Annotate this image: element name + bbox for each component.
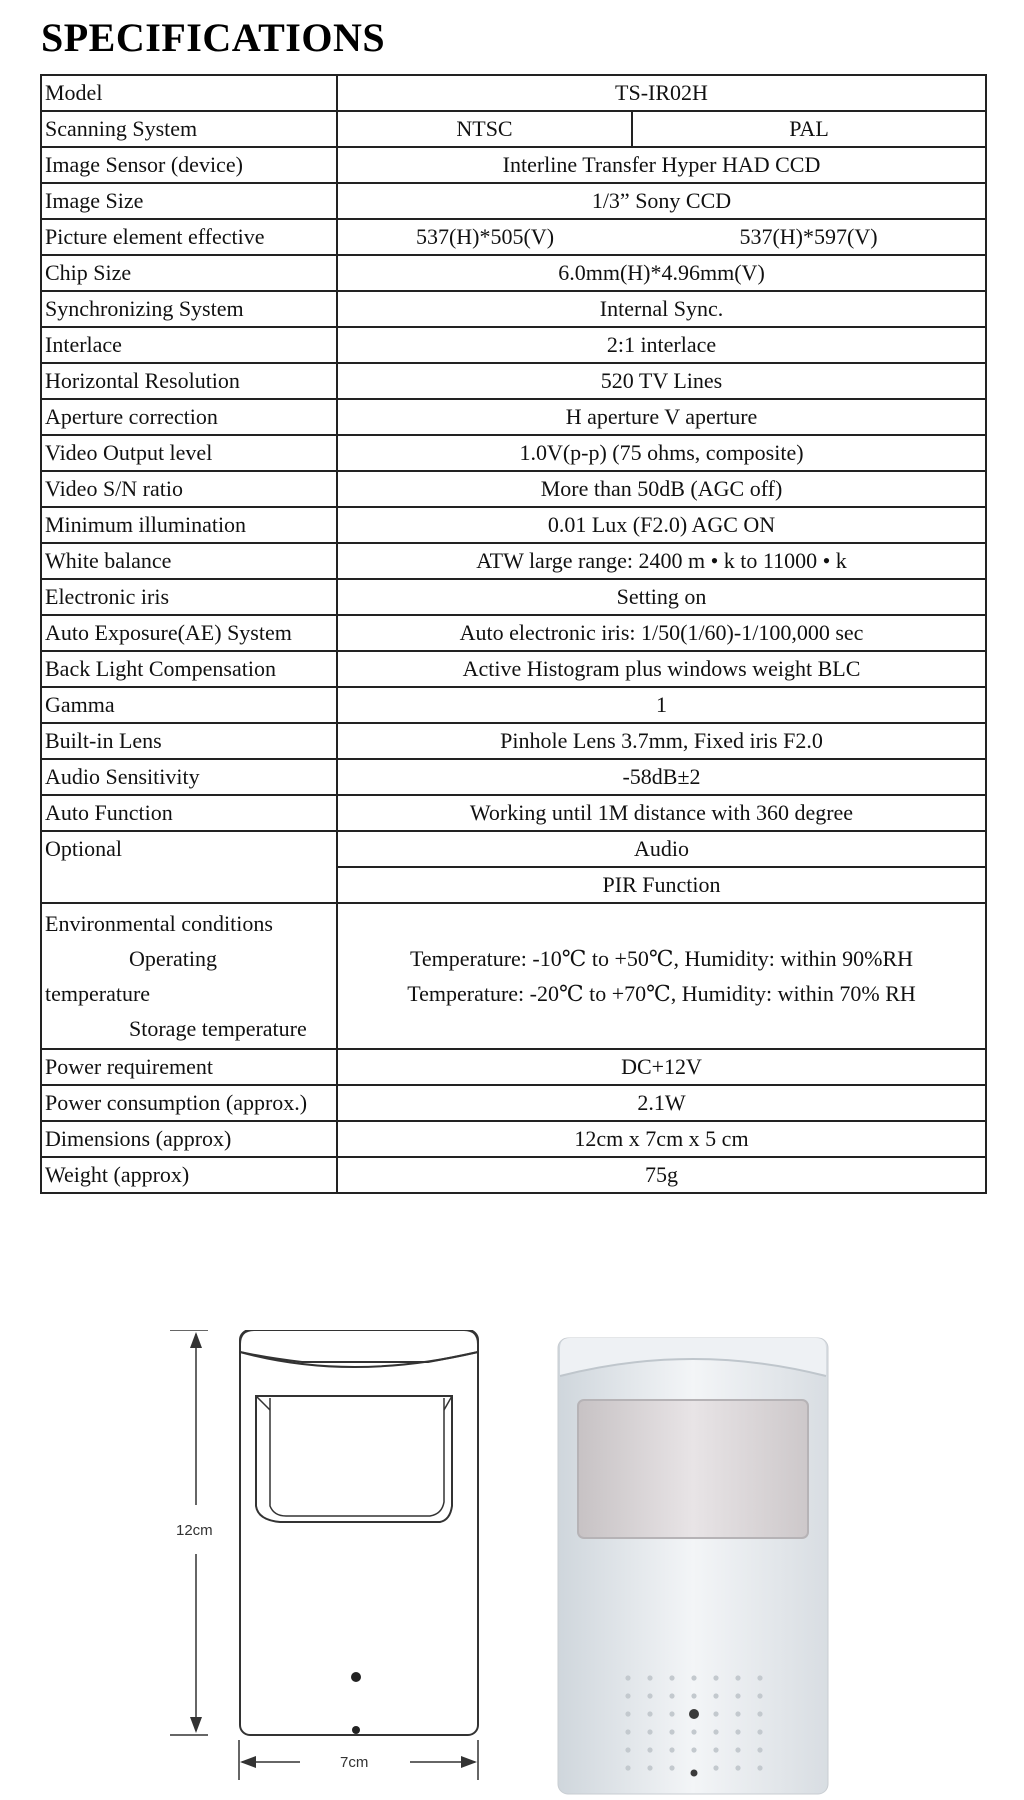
row-value: 6.0mm(H)*4.96mm(V): [337, 255, 986, 291]
row-label: White balance: [41, 543, 337, 579]
table-row: [41, 1121, 986, 1157]
row-label: Picture element effective: [41, 219, 337, 255]
arrow-left-icon: [240, 1756, 256, 1768]
row-value-ntsc: NTSC: [337, 111, 632, 147]
table-row: [41, 543, 986, 579]
row-value: -58dB±2: [337, 759, 986, 795]
row-label: Video Output level: [41, 435, 337, 471]
table-row: [41, 147, 986, 183]
table-row: [41, 1157, 986, 1193]
row-label: Auto Function: [41, 795, 337, 831]
arrow-down-icon: [190, 1717, 202, 1733]
table-row: [41, 435, 986, 471]
table-row: [41, 75, 986, 111]
table-row: [41, 579, 986, 615]
row-value: 520 TV Lines: [337, 363, 986, 399]
height-label: 12cm: [176, 1522, 213, 1539]
row-label: Dimensions (approx): [41, 1121, 337, 1157]
table-row: [41, 327, 986, 363]
row-value-pal: PAL: [632, 111, 986, 147]
lens-window-outline: [256, 1396, 452, 1522]
row-label: Interlace: [41, 327, 337, 363]
table-row: [41, 471, 986, 507]
arrow-right-icon: [461, 1756, 477, 1768]
row-label: Video S/N ratio: [41, 471, 337, 507]
product-photo: [556, 1336, 830, 1796]
dimension-drawing: [150, 1330, 510, 1800]
row-label: Minimum illumination: [41, 507, 337, 543]
row-label: Synchronizing System: [41, 291, 337, 327]
operating-label: Operating: [129, 946, 217, 971]
row-value: 1: [337, 687, 986, 723]
lens-window-inner: [270, 1398, 444, 1516]
table-row: [41, 363, 986, 399]
row-label: Gamma: [41, 687, 337, 723]
table-row: [41, 399, 986, 435]
row-value: Working until 1M distance with 360 degree: [337, 795, 986, 831]
pinhole-dot: [351, 1672, 361, 1682]
table-row: [41, 615, 986, 651]
row-label: Power consumption (approx.): [41, 1085, 337, 1121]
storage-label: Storage temperature: [129, 1016, 307, 1041]
row-value: 12cm x 7cm x 5 cm: [337, 1121, 986, 1157]
row-value: PIR Function: [337, 867, 986, 903]
table-row: [41, 507, 986, 543]
row-label: Weight (approx): [41, 1157, 337, 1193]
row-label: Audio Sensitivity: [41, 759, 337, 795]
row-value: 0.01 Lux (F2.0) AGC ON: [337, 507, 986, 543]
table-row: [41, 1049, 986, 1085]
row-label: Environmental conditions: [45, 911, 273, 936]
row-label: Auto Exposure(AE) System: [41, 615, 337, 651]
table-row: [41, 651, 986, 687]
row-value: 1/3” Sony CCD: [337, 183, 986, 219]
row-value-ntsc: 537(H)*505(V): [337, 219, 632, 255]
table-row: [41, 723, 986, 759]
row-value: H aperture V aperture: [337, 399, 986, 435]
pinhole-dot: [352, 1726, 360, 1734]
row-value: Setting on: [337, 579, 986, 615]
row-label: Chip Size: [41, 255, 337, 291]
row-value: Active Histogram plus windows weight BLC: [337, 651, 986, 687]
row-label: Image Sensor (device): [41, 147, 337, 183]
table-row: [41, 759, 986, 795]
row-label: Electronic iris: [41, 579, 337, 615]
table-row: [41, 183, 986, 219]
row-label: Optional: [41, 831, 337, 903]
width-label: 7cm: [340, 1754, 369, 1771]
table-row: [41, 795, 986, 831]
page-title: SPECIFICATIONS: [41, 15, 386, 60]
row-value-pal: 537(H)*597(V): [632, 219, 986, 255]
row-value: 1.0V(p-p) (75 ohms, composite): [337, 435, 986, 471]
row-value: Auto electronic iris: 1/50(1/60)-1/100,000 sec: [337, 615, 986, 651]
row-value: DC+12V: [337, 1049, 986, 1085]
table-row: [41, 291, 986, 327]
operating-value: Temperature: -10℃ to +50℃, Humidity: within 90%RH: [409, 946, 914, 971]
device-hood-line: [240, 1352, 478, 1367]
row-value: ATW large range: 2400 m • k to 11000 • k: [337, 543, 986, 579]
pir-lens-window: [578, 1400, 808, 1538]
row-label: Horizontal Resolution: [41, 363, 337, 399]
row-value: Audio: [337, 831, 986, 867]
row-value: TS-IR02H: [337, 75, 986, 111]
row-value: 75g: [337, 1157, 986, 1193]
row-value: Pinhole Lens 3.7mm, Fixed iris F2.0: [337, 723, 986, 759]
row-label: Image Size: [41, 183, 337, 219]
table-row: [41, 903, 986, 1049]
device-top-outline: [240, 1330, 478, 1362]
table-row: [41, 219, 986, 255]
row-value: 2.1W: [337, 1085, 986, 1121]
row-label: Aperture correction: [41, 399, 337, 435]
row-value: 2:1 interlace: [337, 327, 986, 363]
row-label: Scanning System: [41, 111, 337, 147]
row-value: More than 50dB (AGC off): [337, 471, 986, 507]
environment-label-cell: [41, 903, 337, 1049]
row-label: Model: [41, 75, 337, 111]
row-label: Back Light Compensation: [41, 651, 337, 687]
camera-pinhole: [689, 1709, 699, 1719]
table-row: [41, 111, 986, 147]
row-value: Interline Transfer Hyper HAD CCD: [337, 147, 986, 183]
microphone-hole: [691, 1770, 698, 1777]
table-row: [41, 255, 986, 291]
row-value: Internal Sync.: [337, 291, 986, 327]
row-label: Power requirement: [41, 1049, 337, 1085]
spec-table: [40, 74, 987, 1194]
row-label: Built-in Lens: [41, 723, 337, 759]
lens-window-corner: [444, 1396, 452, 1410]
lens-window-corner: [256, 1396, 270, 1410]
temperature-label: temperature: [45, 981, 151, 1006]
table-row: [41, 831, 986, 867]
storage-value: Temperature: -20℃ to +70℃, Humidity: within 70% RH: [407, 981, 916, 1006]
table-row: [41, 1085, 986, 1121]
arrow-up-icon: [190, 1332, 202, 1348]
table-row: [41, 687, 986, 723]
environment-value-cell: [337, 903, 986, 1049]
